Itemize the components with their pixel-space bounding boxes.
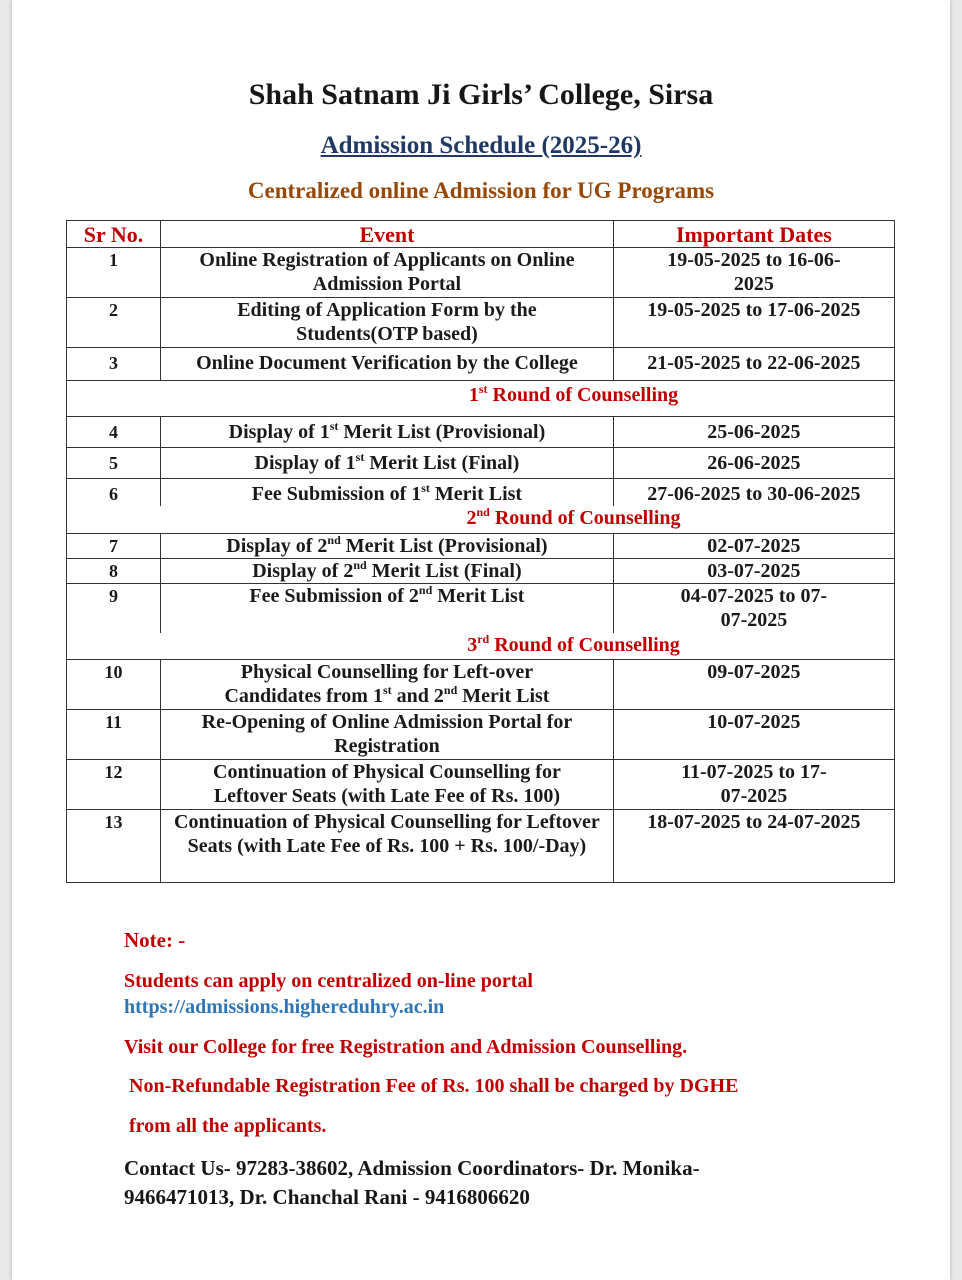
event-cell: Editing of Application Form by the Students(OTP based)	[161, 298, 614, 348]
date-cell: 19-05-2025 to 17-06-2025	[613, 298, 894, 348]
event-text: Merit List (Final)	[371, 559, 522, 582]
event-text: Physical Counselling for Left-over Candidates from 1	[224, 660, 534, 707]
round-ordinal: nd	[476, 505, 490, 519]
table-row	[67, 533, 895, 558]
ordinal: nd	[418, 582, 433, 597]
event-text: Merit List	[437, 584, 525, 607]
ordinal: nd	[327, 532, 341, 547]
event-text: Merit List	[434, 483, 523, 505]
event-text: Merit List	[462, 684, 550, 707]
round-heading-row	[67, 633, 895, 659]
date-cell: 10-07-2025	[613, 709, 894, 759]
round-text: Round of Counselling	[494, 634, 680, 656]
event-text: Fee Submission of 1	[251, 483, 422, 505]
header-event: Event	[161, 221, 614, 248]
ordinal: st	[421, 481, 430, 495]
date-cell: 25-06-2025	[613, 417, 894, 448]
event-cell: Online Document Verification by the College	[161, 348, 614, 381]
date-cell: 09-07-2025	[613, 659, 894, 709]
sr-cell: 9	[67, 583, 161, 633]
round-heading-row	[67, 381, 895, 417]
event-cell	[161, 558, 614, 583]
sr-cell: 2	[67, 298, 161, 348]
sr-cell: 1	[67, 248, 161, 298]
date-cell: 11-07-2025 to 17-07-2025	[613, 759, 894, 809]
date-cell: 03-07-2025	[613, 558, 894, 583]
date-cell: 21-05-2025 to 22-06-2025	[613, 348, 894, 381]
header-sr-no: Sr No.	[67, 221, 161, 248]
table-row	[67, 583, 895, 633]
event-text: Display of 2	[252, 559, 354, 582]
ordinal: st	[355, 450, 365, 464]
event-cell	[161, 583, 614, 633]
event-cell: Re-Opening of Online Admission Portal for Registration	[161, 709, 614, 759]
sr-cell: 4	[67, 417, 161, 448]
date-cell: 27-06-2025 to 30-06-2025	[613, 479, 894, 507]
event-text: Display of 2	[226, 534, 328, 557]
admission-schedule-table	[66, 220, 895, 883]
round-number: 1	[468, 384, 479, 406]
event-text: Merit List (Provisional)	[345, 534, 548, 557]
event-text: and 2	[396, 684, 444, 707]
table-row	[67, 558, 895, 583]
contact-line: 9466471013, Dr. Chanchal Rani - 9416806620	[124, 1185, 530, 1209]
sr-cell: 10	[67, 659, 161, 709]
note-applicants: from all the applicants.	[129, 1115, 327, 1137]
sr-cell: 6	[67, 479, 161, 507]
contact-line: Contact Us- 97283-38602, Admission Coordinators- Dr. Monika-	[124, 1156, 700, 1180]
sr-cell: 3	[67, 348, 161, 381]
sr-cell: 8	[67, 558, 161, 583]
schedule-subtitle: Admission Schedule (2025-26)	[320, 132, 642, 159]
event-text: Merit List (Final)	[369, 452, 520, 474]
event-text: Fee Submission of 2	[249, 584, 419, 607]
event-cell: Online Registration of Applicants on Online Admission Portal	[161, 248, 614, 298]
date-cell: 18-07-2025 to 24-07-2025	[613, 809, 894, 882]
ordinal: nd	[353, 557, 367, 572]
admission-portal-link[interactable]: https://admissions.highereduhry.ac.in	[124, 996, 445, 1018]
event-cell	[161, 479, 614, 507]
sr-cell: 5	[67, 448, 161, 479]
round-heading	[67, 381, 895, 417]
event-cell: Continuation of Physical Counselling for Leftover Seats (with Late Fee of Rs. 100 + Rs. 100/-Day)	[161, 809, 614, 882]
table-row	[67, 298, 895, 348]
college-title: Shah Satnam Ji Girls’ College, Sirsa	[248, 78, 714, 111]
date-cell: 02-07-2025	[613, 533, 894, 558]
event-cell: Continuation of Physical Counselling for Leftover Seats (with Late Fee of Rs. 100)	[161, 759, 614, 809]
note-heading: Note: -	[124, 928, 186, 952]
note-visit-college: Visit our College for free Registration and Admission Counselling.	[124, 1036, 688, 1058]
round-number: 2	[466, 507, 477, 529]
table-row	[67, 659, 895, 709]
round-heading	[67, 633, 895, 659]
table-row	[67, 448, 895, 479]
header-important-dates: Important Dates	[613, 221, 894, 248]
round-heading	[67, 506, 895, 533]
date-cell: 19-05-2025 to 16-06-2025	[613, 248, 894, 298]
table-row	[67, 709, 895, 759]
event-cell	[161, 417, 614, 448]
table-row	[67, 348, 895, 381]
note-portal-text: Students can apply on centralized on-line portal	[124, 970, 533, 992]
table-row	[67, 809, 895, 882]
sr-cell: 13	[67, 809, 161, 882]
program-heading: Centralized online Admission for UG Programs	[247, 178, 715, 203]
table-header-row	[67, 221, 895, 248]
date-cell: 26-06-2025	[613, 448, 894, 479]
round-ordinal: st	[478, 382, 488, 396]
ordinal: st	[329, 419, 339, 433]
note-registration-fee: Non-Refundable Registration Fee of Rs. 100 shall be charged by DGHE	[129, 1075, 739, 1097]
event-text: Merit List (Provisional)	[343, 421, 546, 443]
event-cell	[161, 533, 614, 558]
event-cell	[161, 659, 614, 709]
table-row	[67, 759, 895, 809]
round-ordinal: rd	[477, 632, 490, 646]
round-heading-row	[67, 506, 895, 533]
event-cell	[161, 448, 614, 479]
round-number: 3	[467, 634, 478, 656]
event-text: Display of 1	[228, 421, 330, 443]
table-row	[67, 248, 895, 298]
sr-cell: 7	[67, 533, 161, 558]
table-row	[67, 417, 895, 448]
round-text: Round of Counselling	[494, 507, 681, 529]
event-text: Display of 1	[254, 452, 356, 474]
sr-cell: 12	[67, 759, 161, 809]
ordinal: st	[382, 682, 392, 697]
sr-cell: 11	[67, 709, 161, 759]
round-text: Round of Counselling	[492, 384, 679, 406]
date-cell: 04-07-2025 to 07-07-2025	[613, 583, 894, 633]
table-row	[67, 479, 895, 507]
contact-info	[124, 1154, 844, 1212]
ordinal: nd	[443, 682, 458, 697]
